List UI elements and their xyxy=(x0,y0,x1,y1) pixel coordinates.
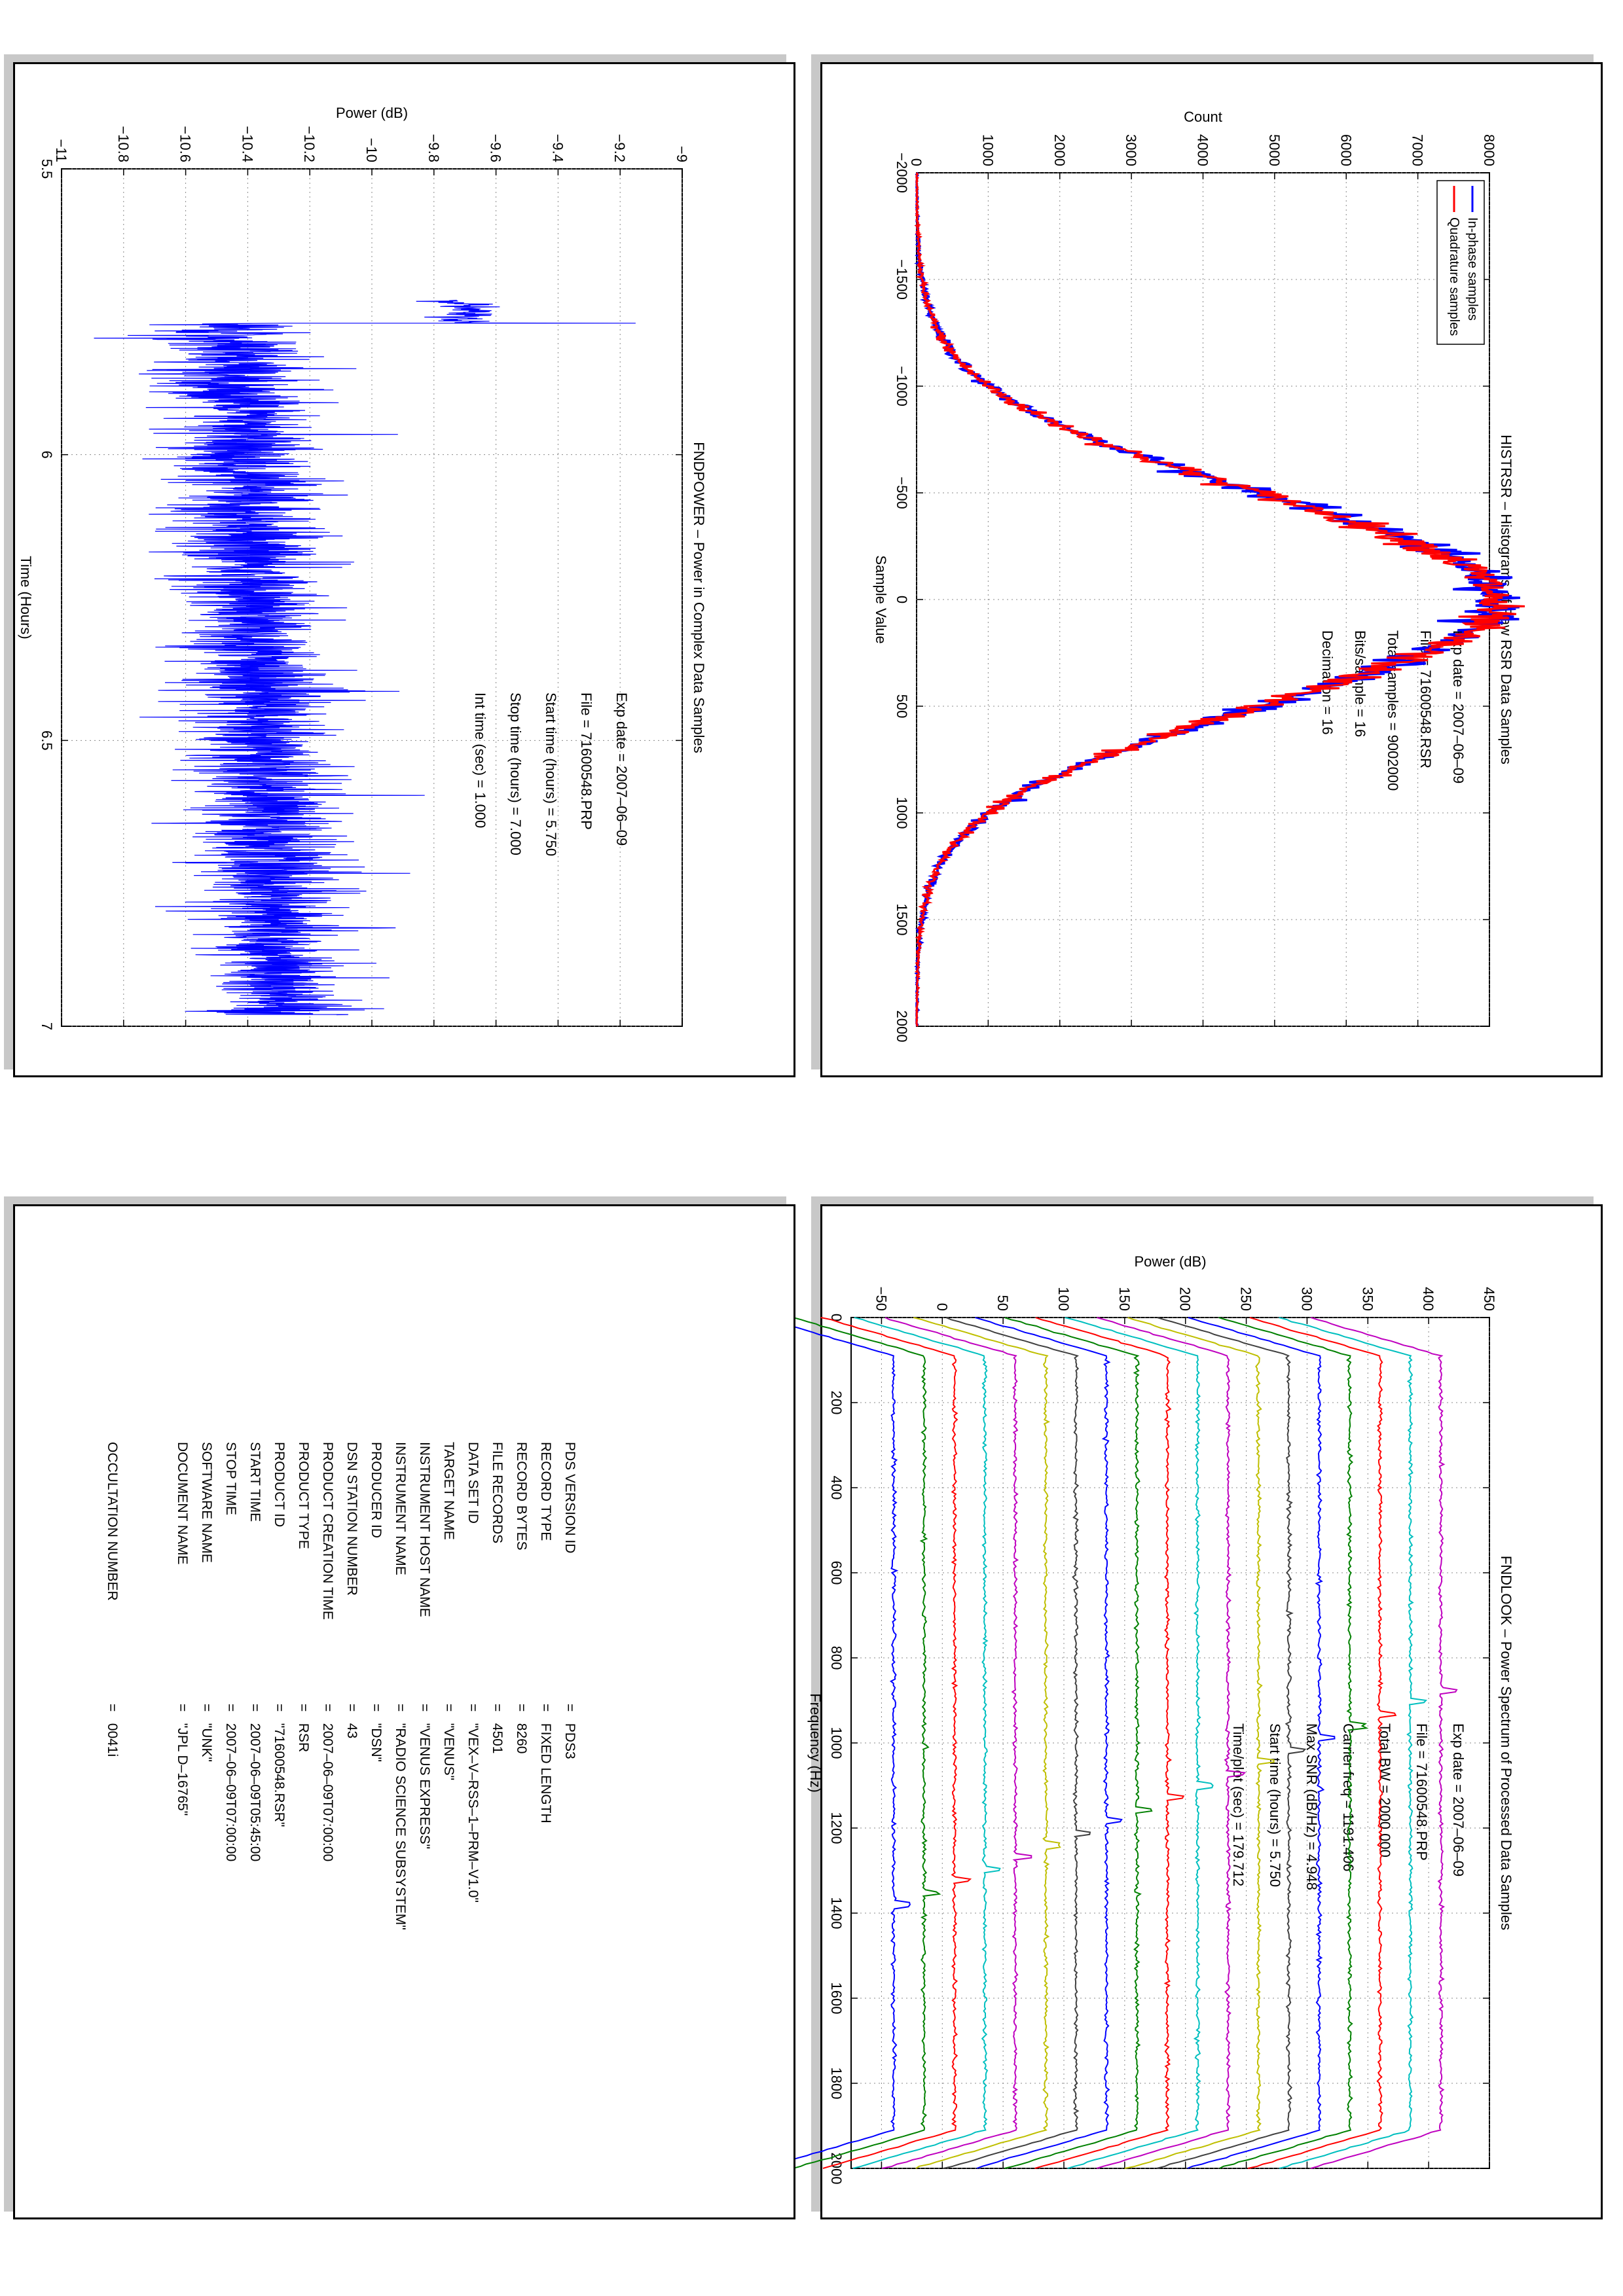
fndlook-x-tick-label: 200 xyxy=(828,1390,845,1415)
histrsr-y-tick-label: 4000 xyxy=(1194,134,1211,166)
label-value: = "UNK" xyxy=(199,1704,214,1763)
label-value: = "71600548.RSR" xyxy=(272,1704,287,1827)
fndlook-y-tick-label: 300 xyxy=(1298,1287,1315,1311)
label-value: = RSR xyxy=(296,1704,311,1753)
histrsr-legend-label: In-phase samples xyxy=(1465,217,1480,321)
label-value: = 8260 xyxy=(514,1704,529,1754)
fndlook-annotation: File = 71600548.PRP xyxy=(1413,1723,1430,1861)
histrsr-y-tick-label: 3000 xyxy=(1123,134,1140,166)
fndlook-x-tick-label: 600 xyxy=(828,1560,845,1585)
label-key: PRODUCT TYPE xyxy=(296,1442,311,1549)
fndlook-x-tick-label: 800 xyxy=(828,1645,845,1670)
label-key: FILE RECORDS xyxy=(490,1442,505,1544)
fndlook-x-tick-label: 1400 xyxy=(828,1897,845,1929)
fndlook-annotation: Carrier freq = 1191.406 xyxy=(1340,1723,1357,1872)
fndlook-y-tick-label: 0 xyxy=(934,1302,951,1311)
fndlook-annotation: Max SNR (dB/Hz) = 4.948 xyxy=(1304,1723,1320,1890)
fndlook-y-tick-label: 200 xyxy=(1176,1287,1194,1311)
histrsr-y-tick-label: 8000 xyxy=(1481,134,1497,166)
fndpower-y-tick-label: −11 xyxy=(53,139,69,162)
histrsr-x-tick-label: 2000 xyxy=(894,1010,910,1043)
occultation-key: OCCULTATION NUMBER xyxy=(105,1442,120,1601)
label-key: INSTRUMENT NAME xyxy=(393,1442,408,1575)
fndpower-annotation: File = 71600548.PRP xyxy=(578,692,594,830)
fndpower-annotation: Start time (hours) = 5.750 xyxy=(543,692,559,857)
fndpower-y-tick-label: −9.8 xyxy=(425,134,442,162)
fndlook-x-tick-label: 1800 xyxy=(828,2067,845,2100)
fndlook-y-tick-label: 50 xyxy=(994,1295,1012,1311)
histrsr-x-tick-label: 1000 xyxy=(894,797,910,829)
label-key: PRODUCER ID xyxy=(369,1442,384,1539)
label-value: = 43 xyxy=(344,1704,359,1739)
histrsr-annotation: File = 71600548.RSR xyxy=(1417,630,1434,768)
histrsr-plot-group xyxy=(873,109,1525,1042)
histrsr-x-tick-label: −1000 xyxy=(894,366,910,406)
label-value: = "JPL D–16765" xyxy=(175,1704,190,1816)
fndpower-y-tick-label: −10 xyxy=(363,137,380,162)
fndpower-x-tick-label: 5.5 xyxy=(39,158,55,179)
label-key: DATA SET ID xyxy=(465,1442,481,1524)
fndlook-annotation: Start time (hours) = 5.750 xyxy=(1267,1723,1283,1888)
fndlook-title: FNDLOOK – Power Spectrum of Processed Data Samples xyxy=(1498,1555,1514,1931)
label-key: PRODUCT CREATION TIME xyxy=(320,1442,335,1620)
fndlook-y-tick-label: 250 xyxy=(1237,1287,1254,1311)
label-key: STOP TIME xyxy=(223,1442,238,1516)
histrsr-annotation: Exp date = 2007–06–09 xyxy=(1450,630,1467,784)
fndlook-y-axis-label: Power (dB) xyxy=(1134,1253,1207,1270)
fndlook-x-tick-label: 1000 xyxy=(828,1727,845,1759)
fndlook-annotation: Exp date = 2007–06–09 xyxy=(1450,1723,1467,1877)
histrsr-y-tick-label: 6000 xyxy=(1338,134,1355,166)
label-key: PDS VERSION ID xyxy=(562,1442,577,1554)
histrsr-chart xyxy=(822,64,1601,1075)
fndpower-y-tick-label: −9 xyxy=(674,145,690,162)
fndlook-x-tick-label: 400 xyxy=(828,1475,845,1500)
histrsr-title: HISTRSR – Histograms of Raw RSR Data Samples xyxy=(1498,435,1514,764)
histrsr-y-tick-label: 0 xyxy=(908,158,924,166)
fndpower-x-tick-label: 6.5 xyxy=(39,730,55,751)
histrsr-legend-label: Quadrature samples xyxy=(1447,217,1461,336)
fndpower-x-axis-label: Time (Hours) xyxy=(18,556,34,639)
fndpower-plot-group xyxy=(18,105,707,1030)
histrsr-y-tick-label: 1000 xyxy=(979,134,996,166)
fndlook-y-tick-label: 400 xyxy=(1420,1287,1437,1311)
fndpower-y-tick-label: −10.2 xyxy=(301,126,318,162)
fndlook-y-tick-label: 100 xyxy=(1055,1287,1072,1311)
histrsr-x-tick-label: −500 xyxy=(894,476,910,509)
fndlook-y-tick-label: 450 xyxy=(1481,1287,1497,1311)
label-key: PRODUCT ID xyxy=(272,1442,287,1528)
fndpower-annotation: Int time (sec) = 1.000 xyxy=(472,692,488,829)
fndlook-x-tick-label: 0 xyxy=(828,1313,845,1322)
pds-label-table xyxy=(15,1206,793,2217)
label-value: = "DSN" xyxy=(369,1704,384,1763)
histrsr-x-tick-label: 0 xyxy=(894,595,910,604)
fndlook-annotation: Time/plot (sec) = 179.712 xyxy=(1230,1723,1247,1887)
label-key: DOCUMENT NAME xyxy=(175,1442,190,1565)
label-value: = "VENUS" xyxy=(441,1704,456,1781)
fndpower-x-tick-label: 6 xyxy=(39,450,55,459)
histrsr-y-tick-label: 5000 xyxy=(1266,134,1283,166)
histrsr-x-tick-label: −2000 xyxy=(894,152,910,193)
fndlook-plot-group xyxy=(761,1253,1514,2184)
label-value: = 4501 xyxy=(490,1704,505,1754)
fndlook-x-axis-label: Frequency (Hz) xyxy=(807,1693,824,1793)
label-key: INSTRUMENT HOST NAME xyxy=(417,1442,432,1617)
fndpower-y-tick-label: −10.8 xyxy=(115,126,132,162)
fndlook-x-tick-label: 1200 xyxy=(828,1812,845,1844)
histrsr-panel xyxy=(820,62,1603,1077)
fndlook-x-tick-label: 2000 xyxy=(828,2152,845,2185)
label-value: = PDS3 xyxy=(562,1704,577,1759)
histrsr-y-tick-label: 7000 xyxy=(1409,134,1426,166)
fndlook-y-tick-label: 350 xyxy=(1359,1287,1376,1311)
fndpower-chart xyxy=(15,64,793,1075)
fndpower-panel xyxy=(13,62,795,1077)
histrsr-y-tick-label: 2000 xyxy=(1051,134,1068,166)
fndpower-title: FNDPOWER – Power in Complex Data Samples xyxy=(691,442,707,753)
histrsr-y-axis-label: Count xyxy=(1184,109,1222,125)
label-key: START TIME xyxy=(247,1442,263,1522)
label-key: SOFTWARE NAME xyxy=(199,1442,214,1563)
label-value: = "RADIO SCIENCE SUBSYSTEM" xyxy=(393,1704,408,1930)
fndpower-x-tick-label: 7 xyxy=(39,1022,55,1031)
histrsr-x-tick-label: 500 xyxy=(894,694,910,719)
occultation-value: = 0041i xyxy=(105,1704,120,1757)
histrsr-annotation: Total samples = 9002000 xyxy=(1385,630,1401,791)
fndpower-y-tick-label: −9.6 xyxy=(487,134,504,162)
histrsr-x-tick-label: 1500 xyxy=(894,903,910,936)
fndpower-y-tick-label: −10.4 xyxy=(239,126,256,162)
histrsr-annotation: Bits/sample = 16 xyxy=(1352,630,1368,738)
label-key: DSN STATION NUMBER xyxy=(344,1442,359,1596)
fndlook-chart xyxy=(807,1206,1601,2217)
histrsr-x-tick-label: −1500 xyxy=(894,259,910,300)
pds-label-panel xyxy=(13,1204,795,2219)
label-key: RECORD TYPE xyxy=(538,1442,553,1541)
fndlook-y-tick-label: −50 xyxy=(873,1286,890,1311)
histrsr-x-axis-label: Sample Value xyxy=(873,555,889,644)
label-value: = FIXED LENGTH xyxy=(538,1704,553,1823)
histrsr-annotation: Decimation = 16 xyxy=(1319,630,1336,735)
fndlook-annotation: Total BW = 2000.000 xyxy=(1377,1723,1393,1857)
label-value: = 2007–06–09T05:45:00 xyxy=(247,1704,263,1862)
fndlook-x-tick-label: 1600 xyxy=(828,1982,845,2015)
label-key: TARGET NAME xyxy=(441,1442,456,1540)
label-value: = "VEX–V–RSS–1–PRM–V1.0" xyxy=(465,1704,481,1903)
label-value: = 2007–06–09T07:00:00 xyxy=(223,1704,238,1862)
fndpower-annotation: Stop time (hours) = 7.000 xyxy=(507,692,524,855)
fndpower-y-tick-label: −10.6 xyxy=(177,126,194,162)
fndpower-y-axis-label: Power (dB) xyxy=(335,105,409,121)
fndlook-y-tick-label: 150 xyxy=(1116,1287,1133,1311)
fndpower-y-tick-label: −9.4 xyxy=(549,134,566,162)
label-key: RECORD BYTES xyxy=(514,1442,529,1551)
fndlook-panel xyxy=(807,1204,1603,2219)
label-value: = "VENUS EXPRESS" xyxy=(417,1704,432,1850)
fndpower-annotation: Exp date = 2007–06–09 xyxy=(613,692,630,846)
label-value: = 2007–06–09T07:00:00 xyxy=(320,1704,335,1862)
fndpower-y-tick-label: −9.2 xyxy=(611,134,629,162)
